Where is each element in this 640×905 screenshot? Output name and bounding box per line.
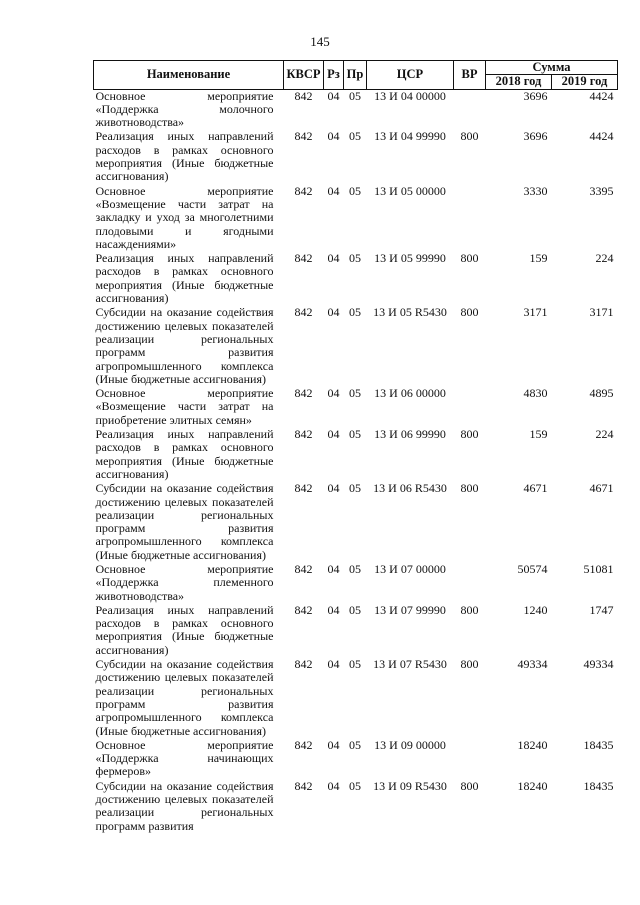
row-name: Реализация иных направлений расходов в рамках основного мероприятия (Иные бюджетные ассигнования) — [95, 129, 274, 184]
row-rz: 04 — [327, 778, 340, 793]
row-pr: 05 — [349, 129, 361, 144]
row-kvsr: 842 — [294, 305, 313, 320]
row-kvsr: 842 — [294, 88, 313, 103]
header-kvsr: КВСР — [284, 61, 324, 90]
row-name: Субсидии на оказание содействия достижению целевых показателей реализации региональных программ развития агропромышленного комплекса (Иные бюджетные ассигнования) — [95, 481, 274, 562]
row-kvsr: 842 — [294, 183, 313, 198]
header-vr: ВР — [454, 61, 486, 90]
row-kvsr: 842 — [294, 561, 313, 576]
row-rz: 04 — [327, 481, 340, 496]
row-csr: 13 И 05 99990 — [374, 251, 446, 266]
row-pr: 05 — [349, 778, 361, 793]
header-2018: 2018 год — [486, 75, 552, 89]
row-csr: 13 И 05 R5430 — [373, 305, 447, 320]
row-2018: 3171 — [523, 305, 548, 320]
row-2018: 4671 — [523, 481, 548, 496]
row-2018: 3696 — [523, 88, 548, 103]
row-2019: 18435 — [583, 737, 614, 752]
row-name: Субсидии на оказание содействия достижению целевых показателей реализации региональных программ развития — [95, 778, 274, 833]
table-row — [94, 658, 618, 739]
row-pr: 05 — [349, 305, 361, 320]
row-csr: 13 И 06 R5430 — [373, 481, 447, 496]
row-pr: 05 — [349, 88, 361, 103]
row-kvsr: 842 — [294, 129, 313, 144]
row-name: Субсидии на оказание содействия достижению целевых показателей реализации региональных программ развития агропромышленного комплекса (Иные бюджетные ассигнования) — [95, 305, 274, 386]
row-csr: 13 И 06 99990 — [374, 427, 446, 442]
row-2019: 4671 — [589, 481, 614, 496]
row-pr: 05 — [349, 481, 361, 496]
row-csr: 13 И 04 99990 — [374, 129, 446, 144]
row-name: Основное мероприятие «Поддержка племенного животноводства» — [95, 561, 274, 603]
row-name: Субсидии на оказание содействия достижению целевых показателей реализации региональных программ развития агропромышленного комплекса (Иные бюджетные ассигнования) — [95, 657, 274, 738]
row-kvsr: 842 — [294, 427, 313, 442]
row-2019: 18435 — [583, 778, 614, 793]
row-2018: 159 — [529, 251, 548, 266]
row-2018: 3330 — [523, 183, 548, 198]
table-row — [94, 185, 618, 252]
row-vr: 800 — [460, 305, 479, 320]
table-row — [94, 252, 618, 306]
row-rz: 04 — [327, 88, 340, 103]
page-number: 145 — [310, 34, 330, 49]
row-2019: 4424 — [589, 129, 614, 144]
row-rz: 04 — [327, 129, 340, 144]
row-kvsr: 842 — [294, 737, 313, 752]
row-csr: 13 И 09 R5430 — [373, 778, 447, 793]
row-name: Основное мероприятие «Возмещение части затрат на приобретение элитных семян» — [95, 386, 274, 427]
row-name: Основное мероприятие «Возмещение части затрат на закладку и уход за многолетними плодовыми и ягодными насаждениями» — [95, 183, 274, 251]
row-2018: 4830 — [523, 386, 548, 401]
row-vr: 800 — [460, 481, 479, 496]
table-row — [94, 482, 618, 563]
row-csr: 13 И 07 00000 — [374, 561, 446, 576]
row-kvsr: 842 — [294, 602, 313, 617]
row-csr: 13 И 09 00000 — [374, 737, 446, 752]
row-2018: 3696 — [523, 129, 548, 144]
row-2018: 18240 — [517, 778, 548, 793]
row-2018: 159 — [529, 427, 548, 442]
row-vr: 800 — [460, 129, 479, 144]
row-pr: 05 — [349, 427, 361, 442]
row-2018: 49334 — [517, 657, 548, 672]
row-rz: 04 — [327, 183, 340, 198]
header-csr: ЦСР — [367, 61, 454, 90]
table-row — [94, 130, 618, 184]
table-row — [94, 780, 618, 834]
row-pr: 05 — [349, 386, 361, 401]
row-2018: 50574 — [517, 561, 548, 576]
row-vr: 800 — [460, 602, 479, 617]
row-pr: 05 — [349, 183, 361, 198]
row-vr: 800 — [460, 778, 479, 793]
row-2019: 3171 — [589, 305, 614, 320]
row-vr — [454, 387, 486, 428]
header-pr: Пр — [344, 61, 367, 90]
row-csr: 13 И 07 99990 — [374, 602, 446, 617]
row-name: Реализация иных направлений расходов в рамках основного мероприятия (Иные бюджетные ассигнования) — [95, 602, 274, 657]
row-2019: 4424 — [589, 88, 614, 103]
table-body — [94, 89, 618, 834]
row-kvsr: 842 — [294, 778, 313, 793]
row-kvsr: 842 — [294, 481, 313, 496]
row-vr — [454, 739, 486, 780]
row-2019: 49334 — [583, 657, 614, 672]
row-rz: 04 — [327, 305, 340, 320]
row-2019: 4895 — [589, 386, 614, 401]
table-row — [94, 306, 618, 387]
row-vr: 800 — [460, 657, 479, 672]
row-csr: 13 И 06 00000 — [374, 386, 446, 401]
row-vr: 800 — [460, 427, 479, 442]
row-csr: 13 И 05 00000 — [374, 183, 446, 198]
row-2019: 1747 — [589, 602, 614, 617]
row-2018: 1240 — [523, 602, 548, 617]
table-row — [94, 89, 618, 130]
row-pr: 05 — [349, 737, 361, 752]
row-name: Реализация иных направлений расходов в рамках основного мероприятия (Иные бюджетные ассигнования) — [95, 251, 274, 306]
table-row — [94, 428, 618, 482]
row-rz: 04 — [327, 657, 340, 672]
row-rz: 04 — [327, 386, 340, 401]
row-csr: 13 И 07 R5430 — [373, 657, 447, 672]
row-2019: 3395 — [589, 183, 614, 198]
table-row — [94, 604, 618, 658]
row-2019: 224 — [595, 251, 614, 266]
row-pr: 05 — [349, 561, 361, 576]
table-row — [94, 739, 618, 780]
row-name: Реализация иных направлений расходов в рамках основного мероприятия (Иные бюджетные ассигнования) — [95, 427, 274, 481]
header-name: Наименование — [94, 61, 284, 90]
row-vr — [454, 185, 486, 252]
row-pr: 05 — [349, 657, 361, 672]
row-2019: 224 — [595, 427, 614, 442]
row-rz: 04 — [327, 251, 340, 266]
row-csr: 13 И 04 00000 — [374, 88, 446, 103]
row-rz: 04 — [327, 737, 340, 752]
row-vr: 800 — [460, 251, 479, 266]
table-row — [94, 387, 618, 428]
header-sum: Сумма — [486, 61, 618, 75]
row-rz: 04 — [327, 561, 340, 576]
row-vr — [454, 563, 486, 604]
row-kvsr: 842 — [294, 251, 313, 266]
table-header-row — [94, 61, 618, 75]
table-row — [94, 563, 618, 604]
row-vr — [454, 89, 486, 130]
row-2018: 18240 — [517, 737, 548, 752]
header-2019: 2019 год — [552, 75, 618, 89]
row-2019: 51081 — [583, 561, 614, 576]
budget-table — [93, 60, 618, 834]
row-name: Основное мероприятие «Поддержка молочного животноводства» — [95, 88, 274, 130]
row-rz: 04 — [327, 427, 340, 442]
row-kvsr: 842 — [294, 386, 313, 401]
row-name: Основное мероприятие «Поддержка начинающих фермеров» — [95, 737, 274, 779]
header-rz: Рз — [324, 61, 344, 90]
row-rz: 04 — [327, 602, 340, 617]
row-kvsr: 842 — [294, 657, 313, 672]
row-pr: 05 — [349, 251, 361, 266]
row-pr: 05 — [349, 602, 361, 617]
